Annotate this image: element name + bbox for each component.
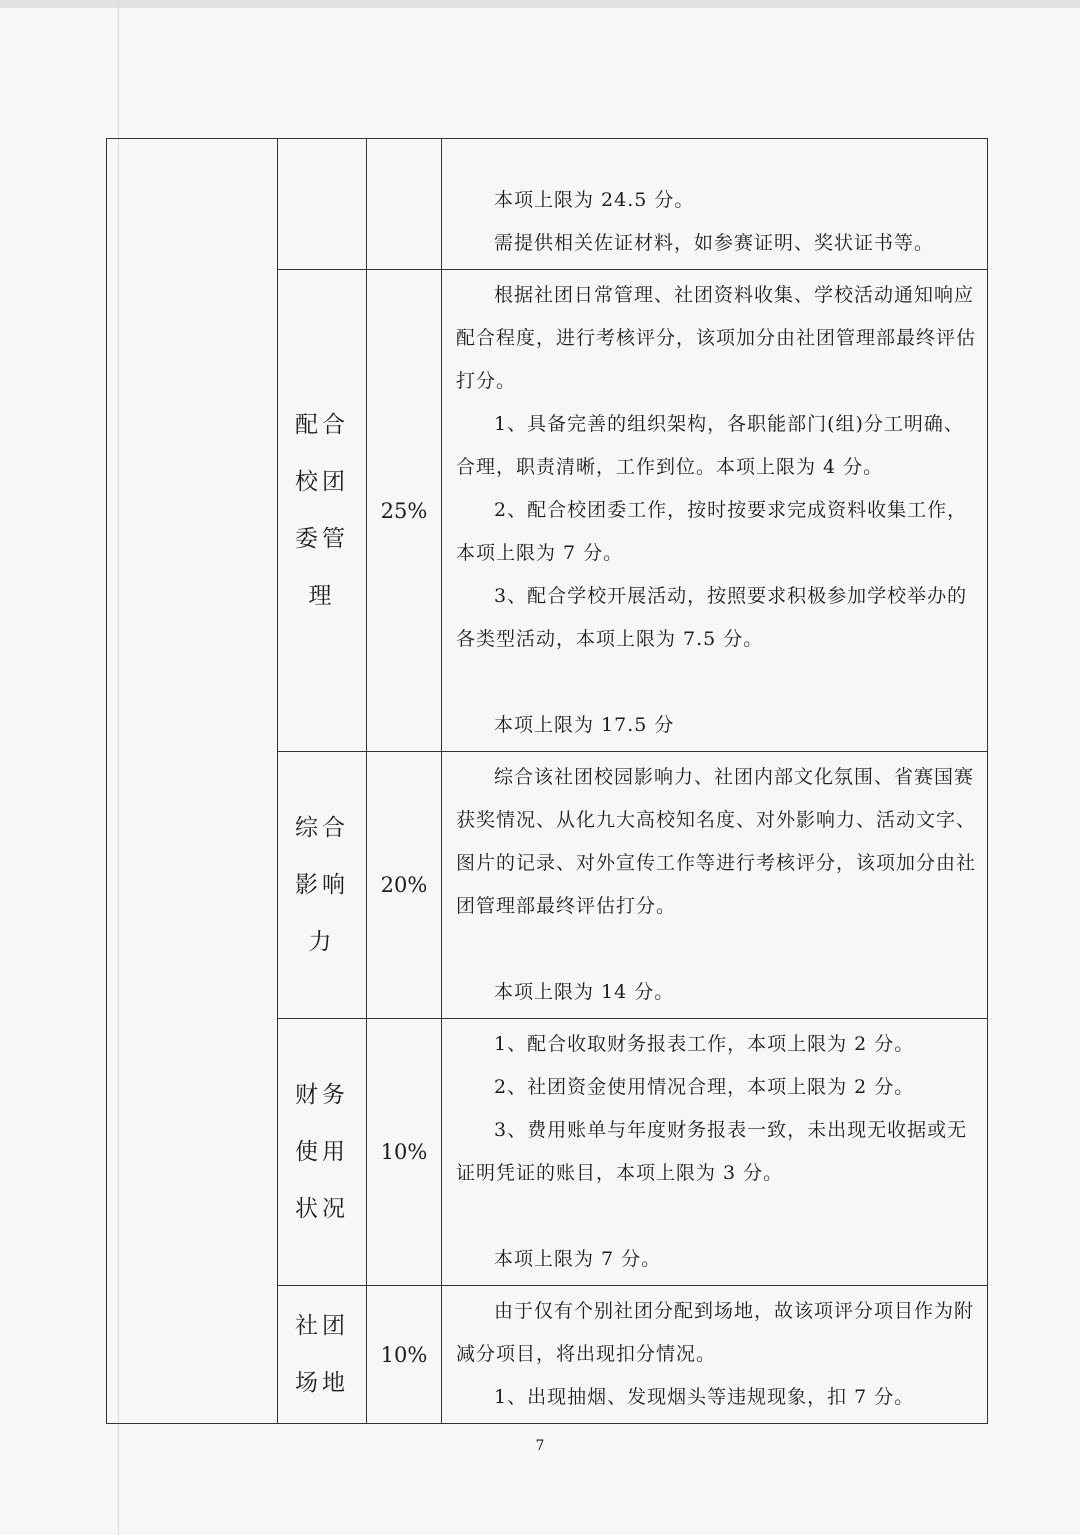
weight-cell [367, 139, 442, 270]
criteria-paragraph: 3、费用账单与年度财务报表一致，未出现无收据或无证明凭证的账目，本项上限为 3 分。 [456, 1119, 968, 1184]
criteria-limit: 本项上限为 14 分。 [494, 981, 675, 1003]
criteria-paragraph: 需提供相关佐证材料，如参赛证明、奖状证书等。 [494, 232, 935, 254]
scan-edge [0, 0, 1080, 8]
category-cell-blank [107, 139, 278, 1424]
table-row [107, 139, 988, 270]
item-cell [278, 1286, 367, 1424]
page-number: 7 [535, 1438, 545, 1454]
weight-cell [367, 1286, 442, 1424]
weight-cell [367, 1019, 442, 1286]
criteria-paragraph: 由于仅有个别社团分配到场地，故该项评分项目作为附减分项目，将出现扣分情况。 [456, 1300, 975, 1365]
weight-cell [367, 270, 442, 752]
criteria-paragraph: 3、配合学校开展活动，按照要求积极参加学校举办的各类型活动，本项上限为 7.5 分。 [456, 585, 968, 650]
criteria-paragraph: 综合该社团校园影响力、社团内部文化氛围、省赛国赛获奖情况、从化九大高校知名度、对外影响力、活动文字、图片的记录、对外宣传工作等进行考核评分，该项加分由社团管理部最终评估打分。 [456, 766, 977, 917]
item-name: 社团 场地 [295, 1312, 349, 1396]
criteria-paragraph: 1、出现抽烟、发现烟头等违规现象，扣 7 分。 [494, 1386, 915, 1408]
criteria-limit: 本项上限为 7 分。 [494, 1248, 662, 1270]
item-cell [278, 270, 367, 752]
item-name: 综合 影响 力 [295, 814, 349, 955]
item-cell [278, 1019, 367, 1286]
criteria-paragraph: 1、配合收取财务报表工作，本项上限为 2 分。 [494, 1033, 915, 1055]
criteria-cell [442, 752, 988, 1019]
weight-value: 20% [380, 873, 428, 897]
item-cell [278, 139, 367, 270]
criteria-paragraph: 根据社团日常管理、社团资料收集、学校活动通知响应配合程度，进行考核评分，该项加分由社团管理部最终评估打分。 [456, 284, 977, 392]
criteria-cell [442, 1286, 988, 1424]
criteria-cell [442, 139, 988, 270]
criteria-cell [442, 1019, 988, 1286]
item-cell [278, 752, 367, 1019]
scoring-table [106, 138, 988, 1424]
criteria-cell [442, 270, 988, 752]
item-name: 配合 校团 委管 理 [295, 411, 349, 609]
weight-value: 25% [380, 498, 428, 523]
criteria-paragraph: 本项上限为 24.5 分。 [494, 189, 695, 211]
criteria-paragraph: 2、配合校团委工作，按时按要求完成资料收集工作，本项上限为 7 分。 [456, 499, 968, 564]
criteria-paragraph: 1、具备完善的组织架构，各职能部门(组)分工明确、合理，职责清晰，工作到位。本项上限为 4 分。 [456, 413, 964, 478]
criteria-paragraph: 2、社团资金使用情况合理，本项上限为 2 分。 [494, 1076, 915, 1098]
weight-value: 10% [380, 1140, 428, 1164]
weight-cell [367, 752, 442, 1019]
weight-value: 10% [380, 1342, 428, 1367]
criteria-limit: 本项上限为 17.5 分 [494, 714, 675, 736]
item-name: 财务 使用 状况 [295, 1081, 349, 1222]
